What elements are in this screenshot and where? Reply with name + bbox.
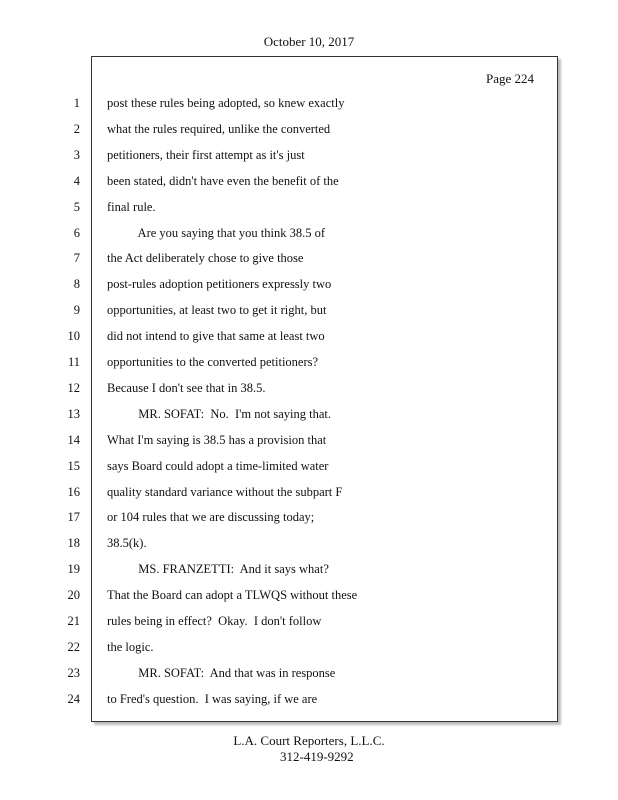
line-text: final rule.: [107, 199, 156, 214]
line-number: 8: [73, 277, 80, 292]
line-text: 38.5(k).: [107, 536, 147, 551]
transcript-line: [0, 483, 618, 501]
line-text: what the rules required, unlike the converted: [107, 121, 331, 136]
line-text: post-rules adoption petitioners expressly two: [107, 277, 332, 292]
transcript-line: [0, 327, 618, 345]
line-text: opportunities to the converted petitioners?: [107, 355, 319, 369]
line-number: 11: [67, 355, 80, 369]
line-text: opportunities, at least two to get it right, but: [107, 303, 327, 318]
line-number: 16: [67, 484, 80, 499]
line-text: That the Board can adopt a TLWQS without these: [107, 588, 358, 603]
line-number: 1: [73, 96, 80, 110]
transcript-line: [0, 586, 618, 604]
transcript-line: [0, 612, 618, 630]
line-text: says Board could adopt a time-limited water: [107, 458, 329, 473]
header-date: October 10, 2017: [263, 34, 355, 49]
line-number: 18: [67, 536, 80, 551]
line-text: MR. SOFAT: No. I'm not saying that.: [107, 406, 331, 421]
line-number: 5: [73, 199, 80, 214]
transcript-line: [0, 664, 618, 682]
line-text: MS. FRANZETTI: And it says what?: [107, 562, 329, 577]
line-number: 13: [67, 406, 80, 421]
transcript-line: [0, 275, 618, 293]
transcript-line: [0, 638, 618, 656]
line-number: 10: [67, 329, 80, 344]
transcript-line: [0, 534, 618, 552]
line-number: 22: [67, 639, 80, 654]
page-number: Page 224: [486, 71, 535, 86]
line-number: 3: [73, 147, 80, 162]
transcript-line: [0, 353, 618, 371]
transcript-line: [0, 94, 618, 112]
line-number: 14: [67, 432, 80, 447]
line-text: or 104 rules that we are discussing today;: [107, 510, 315, 525]
transcript-line: [0, 249, 618, 267]
line-text: MR. SOFAT: And that was in response: [107, 665, 336, 680]
transcript-line: [0, 508, 618, 526]
line-text: post these rules being adopted, so knew exactly: [107, 96, 345, 110]
line-number: 4: [73, 173, 80, 188]
line-text: Because I don't see that in 38.5.: [107, 380, 266, 395]
transcript-line: [0, 172, 618, 190]
line-text: rules being in effect? Okay. I don't follow: [107, 614, 322, 628]
line-number: 24: [67, 691, 80, 706]
line-text: the logic.: [107, 639, 154, 654]
line-text: Are you saying that you think 38.5 of: [107, 225, 326, 240]
line-text: been stated, didn't have even the benefit of the: [107, 173, 339, 188]
line-number: 12: [67, 380, 80, 395]
line-number: 15: [67, 458, 80, 473]
line-text: to Fred's question. I was saying, if we are: [107, 691, 318, 706]
transcript-line: [0, 146, 618, 164]
transcript-line: [0, 690, 618, 708]
line-text: petitioners, their first attempt as it's just: [107, 147, 305, 162]
footer-phone: 312-419-9292: [280, 749, 354, 764]
line-number: 2: [73, 121, 80, 136]
line-number: 19: [67, 562, 80, 577]
line-number: 6: [73, 225, 80, 240]
line-number: 23: [67, 665, 80, 680]
line-text: did not intend to give that same at least two: [107, 329, 325, 344]
transcript-line: [0, 224, 618, 242]
line-number: 17: [67, 510, 80, 525]
line-number: 7: [73, 251, 80, 266]
transcript-line: [0, 457, 618, 475]
transcript-line: [0, 379, 618, 397]
transcript-line: [0, 301, 618, 319]
line-text: quality standard variance without the subpart F: [107, 484, 343, 499]
transcript-line: [0, 431, 618, 449]
line-number: 21: [67, 614, 80, 628]
transcript-line: [0, 120, 618, 138]
line-number: 20: [67, 588, 80, 603]
transcript-line: [0, 198, 618, 216]
footer-company: L.A. Court Reporters, L.L.C.: [233, 733, 385, 748]
line-text: the Act deliberately chose to give those: [107, 251, 304, 266]
transcript-line: [0, 560, 618, 578]
line-number: 9: [73, 303, 80, 318]
transcript-line: [0, 405, 618, 423]
line-text: What I'm saying is 38.5 has a provision that: [107, 432, 327, 447]
